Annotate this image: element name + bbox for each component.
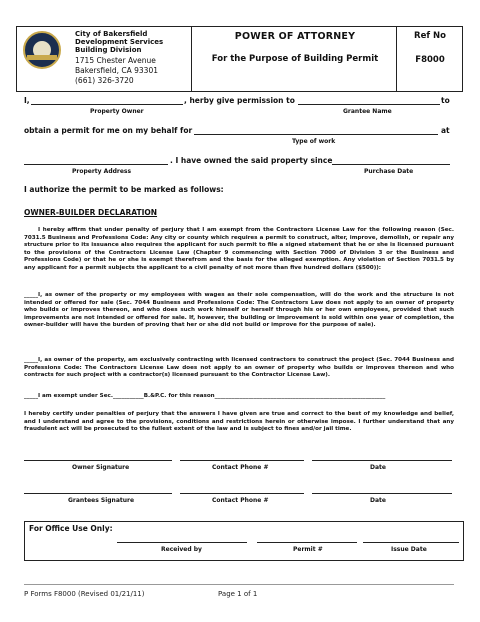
declaration-paragraph-1: I hereby affirm that under penalty of perjury that I am exempt from the Contractors License Law for the following reason (Sec. 7031.5 Business and Professions Code: Any city or county which requires a permit to construct, alter, improve, demolish, or repair any structure prior to its issuance also requires the applicant for such permit to file a signed statement that he or she is licensed pursuant to the provisions of the Contractors License Law (Chapter 9 commencing with Section 7000 of Division 3 or the Business and Professions Code) or that he or she is exempt therefrom and the basis for the alleged exemption. Any violation of Section 7031.5 by any applicant for a permit subjects the applicant to a civil penalty of not more than five hundred dollars ($500)): xyxy=(24,227,454,271)
owner-prefix: I, xyxy=(24,96,30,105)
label-grantees-signature: Grantees Signature xyxy=(68,497,135,504)
form-title: POWER OF ATTORNEY xyxy=(234,31,356,42)
org-department: Development Services xyxy=(75,38,164,46)
org-division: Building Division xyxy=(75,46,142,54)
type-of-work-field[interactable] xyxy=(194,134,438,135)
ref-block xyxy=(396,27,462,91)
owner-contact-phone-field[interactable] xyxy=(180,460,304,461)
org-phone: (661) 326-3720 xyxy=(75,76,134,85)
declaration-option-licensed-contractors[interactable]: _____I, as owner of the property, am exclusively contracting with licensed contractors to construct the project (Sec. 7044 Business and Professions Code: The Contractors License Law does not apply to an owner of property who builds or improves thereon and who contracts for such project with a contractor(s) licensed pursuant to the Contractor License Law). xyxy=(24,357,454,378)
footer-page-number: Page 1 of 1 xyxy=(218,590,258,598)
at-text: at xyxy=(441,126,450,135)
grantee-signature-field[interactable] xyxy=(24,493,172,494)
label-issue-date: Issue Date xyxy=(391,546,427,553)
agency-block xyxy=(17,27,192,91)
form-subtitle: For the Purpose of Building Permit xyxy=(211,54,379,64)
label-grantee-date: Date xyxy=(370,497,386,504)
purchase-date-field[interactable] xyxy=(332,164,450,165)
label-property-address: Property Address xyxy=(72,168,132,175)
label-type-of-work: Type of work xyxy=(292,138,336,145)
label-owner-date: Date xyxy=(370,464,386,471)
label-received-by: Received by xyxy=(161,546,202,553)
ref-label: Ref No xyxy=(414,31,446,41)
certification-statement: I hereby certify under penalties of perjury that the answers I have given are true and correct to the best of my knowledge and belief, and I understand and agree to the provisions, conditions and restrictions herein or otherwise impose. I further understand that any fraudulent act will be prosecuted to the fullest extent of the law and is subject to fines and/or jail time. xyxy=(24,411,454,432)
office-use-box xyxy=(24,521,464,561)
to-text: to xyxy=(441,96,450,105)
org-name: City of Bakersfield xyxy=(75,30,148,38)
property-address-field[interactable] xyxy=(24,164,168,165)
label-property-owner: Property Owner xyxy=(90,108,144,115)
permission-text: , herby give permission to xyxy=(184,96,295,105)
declaration-option-owner-work[interactable]: _____I, as owner of the property or my employees with wages as their sole compensation, will do the work and the structure is not intended or offered for sale (Sec. 7044 Business and Professions Code: The Contractors Law does not apply to an owner of property who builds or improves thereon, and who does such work himself or herself through his or her own employees, provided that such improvements are not intended or offered for sale. If, however, the building or improvement is sold within one year of completion, the owner-builder will have the burden of proving that her or she did not build or improve for the purpose of sale). xyxy=(24,292,454,328)
city-seal-logo xyxy=(23,31,61,69)
org-street: 1715 Chester Avenue xyxy=(75,56,156,65)
declaration-option-exempt[interactable]: _____I am exempt under Sec.___________B.&P.C. for this reason_____________________________________________________________ xyxy=(24,393,386,399)
property-owner-field[interactable] xyxy=(31,104,183,105)
grantee-date-field[interactable] xyxy=(312,493,452,494)
label-owner-signature: Owner Signature xyxy=(72,464,130,471)
footer-divider xyxy=(24,584,454,585)
org-city: Bakersfield, CA 93301 xyxy=(75,66,158,75)
authorize-text: I authorize the permit to be marked as follows: xyxy=(24,185,224,194)
label-owner-contact-phone: Contact Phone # xyxy=(212,464,269,471)
owner-signature-field[interactable] xyxy=(24,460,172,461)
owned-since-text: . I have owned the said property since xyxy=(170,156,333,165)
label-grantee-name: Grantee Name xyxy=(343,108,392,115)
label-purchase-date: Purchase Date xyxy=(364,168,414,175)
office-use-heading: For Office Use Only: xyxy=(29,524,113,533)
permit-number-field[interactable] xyxy=(257,542,357,543)
owner-date-field[interactable] xyxy=(312,460,452,461)
label-grantee-contact-phone: Contact Phone # xyxy=(212,497,269,504)
form-header xyxy=(16,26,463,92)
footer-form-id: P Forms F8000 (Revised 01/21/11) xyxy=(24,590,145,598)
issue-date-field[interactable] xyxy=(363,542,459,543)
grantee-contact-phone-field[interactable] xyxy=(180,493,304,494)
declaration-heading: OWNER-BUILDER DECLARATION xyxy=(24,208,158,217)
received-by-field[interactable] xyxy=(117,542,247,543)
ref-value: F8000 xyxy=(415,55,445,65)
obtain-permit-text: obtain a permit for me on my behalf for xyxy=(24,126,193,135)
grantee-name-field[interactable] xyxy=(298,104,440,105)
label-permit-number: Permit # xyxy=(293,546,323,553)
